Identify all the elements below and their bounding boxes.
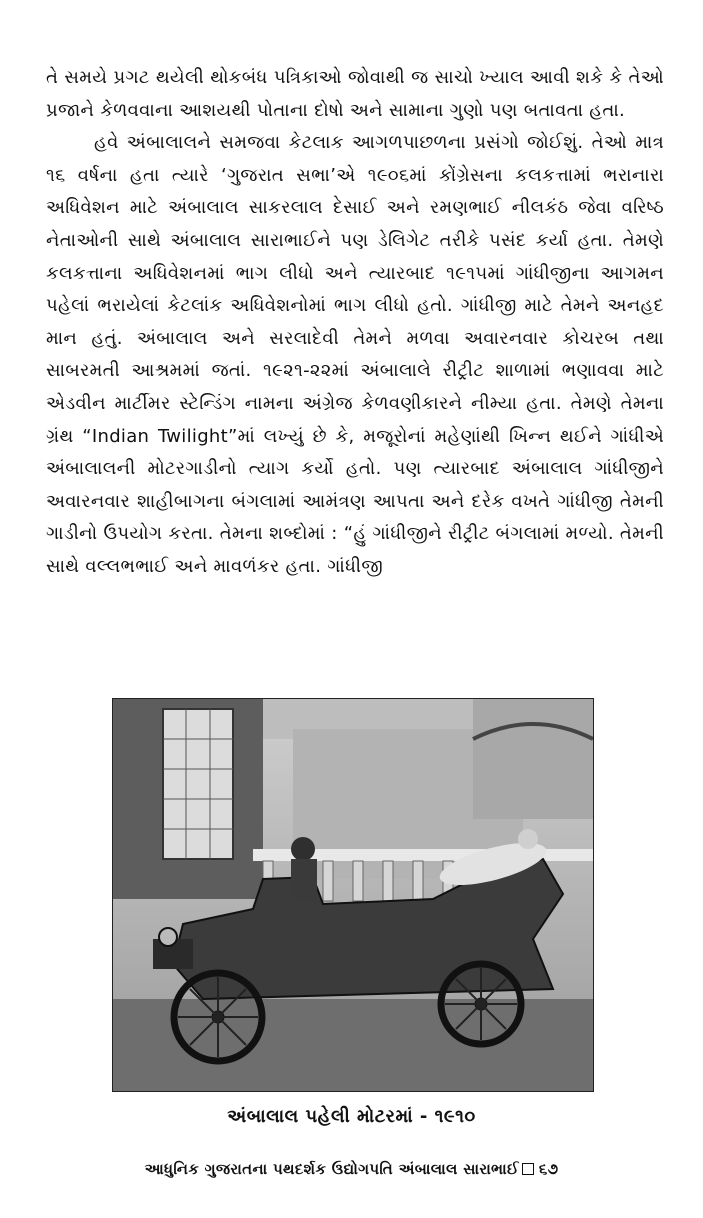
paragraph-continued: તે સમયે પ્રગટ થયેલી થોકબંધ પત્રિકાઓ જોવાથી જ સાચો ખ્યાલ આવી શકે કે તેઓ પ્રજાને કેળવવાના આશયથી પોતાના દોષો અને સામાના ગુણો પણ બતાવતા હતા.: [46, 67, 664, 121]
book-title: આધુનિક ગુજરાતના પથદર્શક ઉદ્યોગપતિ અંબાલાલ સારાભાઈ: [144, 1160, 519, 1178]
vintage-motorcar-photo: [112, 698, 594, 1092]
square-bullet-icon: [522, 1163, 534, 1175]
page-number: ૬૭: [538, 1160, 559, 1178]
page-footer: [0, 1160, 703, 1178]
paragraph-ambalal-gandhiji: હવે અંબાલાલને સમજવા કેટલાક આગળપાછળના પ્રસંગો જોઈશું. તેઓ માત્ર ૧૬ વર્ષના હતા ત્યારે ‘ગુજરાત સભા’એ ૧૯૦૬માં કોંગ્રેસના કલકત્તામાં ભરાનારા અધિવેશન માટે અંબાલાલ સાકરલાલ દેસાઈ અને રમણભાઈ નીલકંઠ જેવા વરિષ્ઠ નેતાઓની સાથે અંબાલાલ સારાભાઈને પણ ડેલિગેટ તરીકે પસંદ કર્યા હતા. તેમણે કલકત્તાના અધિવેશનમાં ભાગ લીધો અને ત્યારબાદ ૧૯૧૫માં ગાંધીજીના આગમન પહેલાં ભરાયેલાં કેટલાંક અધિવેશનોમાં ભાગ લીધો હતો. ગાંધીજી માટે તેમને અનહદ માન હતું. અંબાલાલ અને સરલાદેવી તેમને મળવા અવારનવાર કોચરબ તથા સાબરમતી આશ્રમમાં જતાં. ૧૯૨૧-૨૨માં અંબાલાલે રીટ્રીટ શાળામાં ભણાવવા માટે એડવીન માર્ટીમર સ્ટેન્ડિંગ નામના અંગ્રેજ કેળવણીકારને નીમ્યા હતા. તેમણે તેમના ગ્રંથ “Indian Twilight”માં લખ્યું છે કે, મજૂરોનાં મહેણાંથી ખિન્ન થઈને ગાંધીએ અંબાલાલની મોટરગાડીનો ત્યાગ કર્યો હતો. પણ ત્યારબાદ અંબાલાલ ગાંધીજીને અવારનવાર શાહીબાગના બંગલામાં આમંત્રણ આપતા અને દરેક વખતે ગાંધીજી તેમની ગાડીનો ઉપયોગ કરતા. તેમના શબ્દોમાં : “હું ગાંધીજીને રીટ્રીટ બંગલામાં મળ્યો. તેમની સાથે વલ્લભભાઈ અને માવળંકર હતા. ગાંધીજી: [46, 132, 665, 577]
photo-caption: અંબાલાલ પહેલી મોટરમાં - ૧૯૧૦: [227, 1106, 476, 1127]
body-text: [46, 62, 664, 584]
